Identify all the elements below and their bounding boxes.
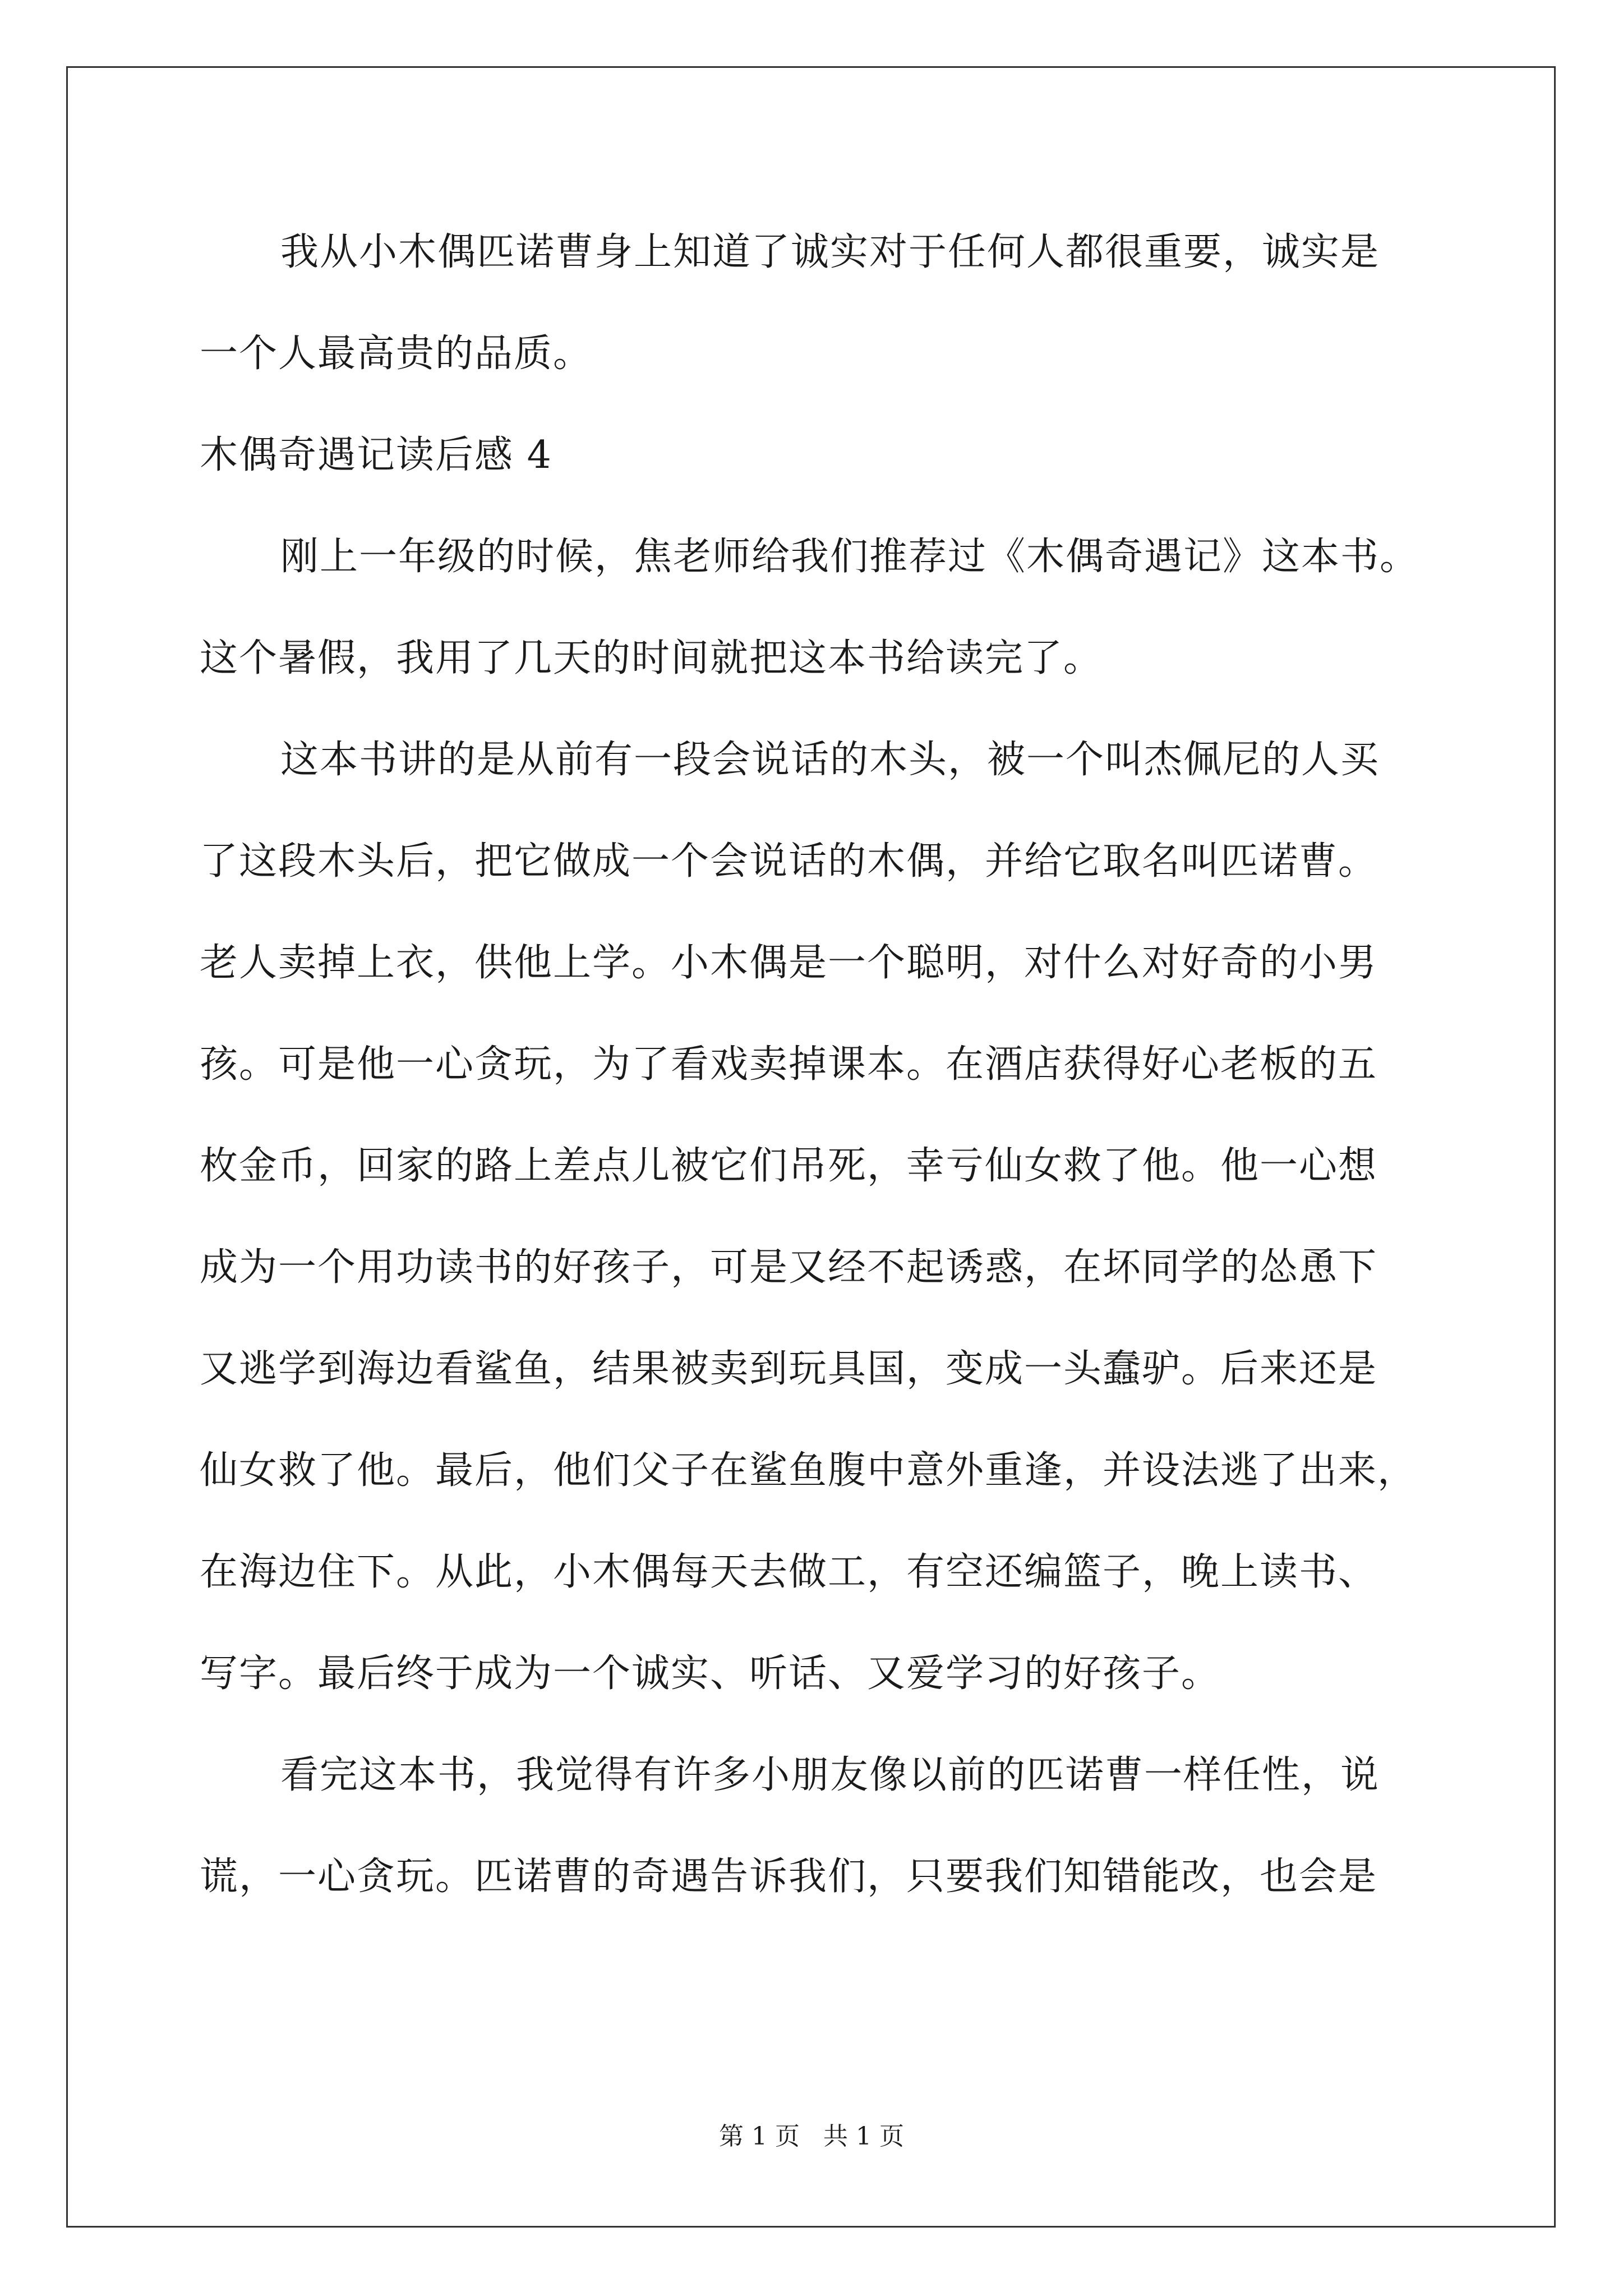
paragraph-line: 看完这本书，我觉得有许多小朋友像以前的匹诺曹一样任性，说 — [280, 1753, 1380, 1797]
paragraph-line: 刚上一年级的时候，焦老师给我们推荐过《木偶奇遇记》这本书。 — [280, 535, 1419, 579]
paragraph-line: 成为一个用功读书的好孩子，可是又经不起诱惑，在坏同学的怂恿下 — [200, 1245, 1378, 1290]
paragraph-line: 了这段木头后，把它做成一个会说话的木偶，并给它取名叫匹诺曹。 — [200, 839, 1378, 884]
paragraph-line: 一个人最高贵的品质。 — [200, 332, 593, 376]
section-heading: 木偶奇遇记读后感 4 — [200, 433, 552, 477]
paragraph-line: 谎，一心贪玩。匹诺曹的奇遇告诉我们，只要我们知错能改，也会是 — [200, 1855, 1378, 1899]
paragraph-line: 在海边住下。从此，小木偶每天去做工，有空还编篮子，晚上读书、 — [200, 1550, 1378, 1594]
paragraph-line: 我从小木偶匹诺曹身上知道了诚实对于任何人都很重要，诚实是 — [280, 230, 1380, 274]
paragraph-line: 孩。可是他一心贪玩，为了看戏卖掉课本。在酒店获得好心老板的五 — [200, 1042, 1378, 1087]
paragraph-line: 老人卖掉上衣，供他上学。小木偶是一个聪明，对什么对好奇的小男 — [200, 941, 1378, 985]
paragraph-line: 写字。最后终于成为一个诚实、听话、又爱学习的好孩子。 — [200, 1651, 1221, 1696]
paragraph-line: 仙女救了他。最后，他们父子在鲨鱼腹中意外重逢，并设法逃了出来， — [200, 1448, 1417, 1493]
paragraph-line: 又逃学到海边看鲨鱼，结果被卖到玩具国，变成一头蠢驴。后来还是 — [200, 1347, 1378, 1391]
paragraph-line: 枚金币，回家的路上差点儿被它们吊死，幸亏仙女救了他。他一心想 — [200, 1144, 1378, 1188]
paragraph-line: 这个暑假，我用了几天的时间就把这本书给读完了。 — [200, 636, 1103, 680]
paragraph-line: 这本书讲的是从前有一段会说话的木头，被一个叫杰佩尼的人买 — [280, 738, 1380, 782]
page-footer: 第 1 页 共 1 页 — [719, 2122, 904, 2151]
